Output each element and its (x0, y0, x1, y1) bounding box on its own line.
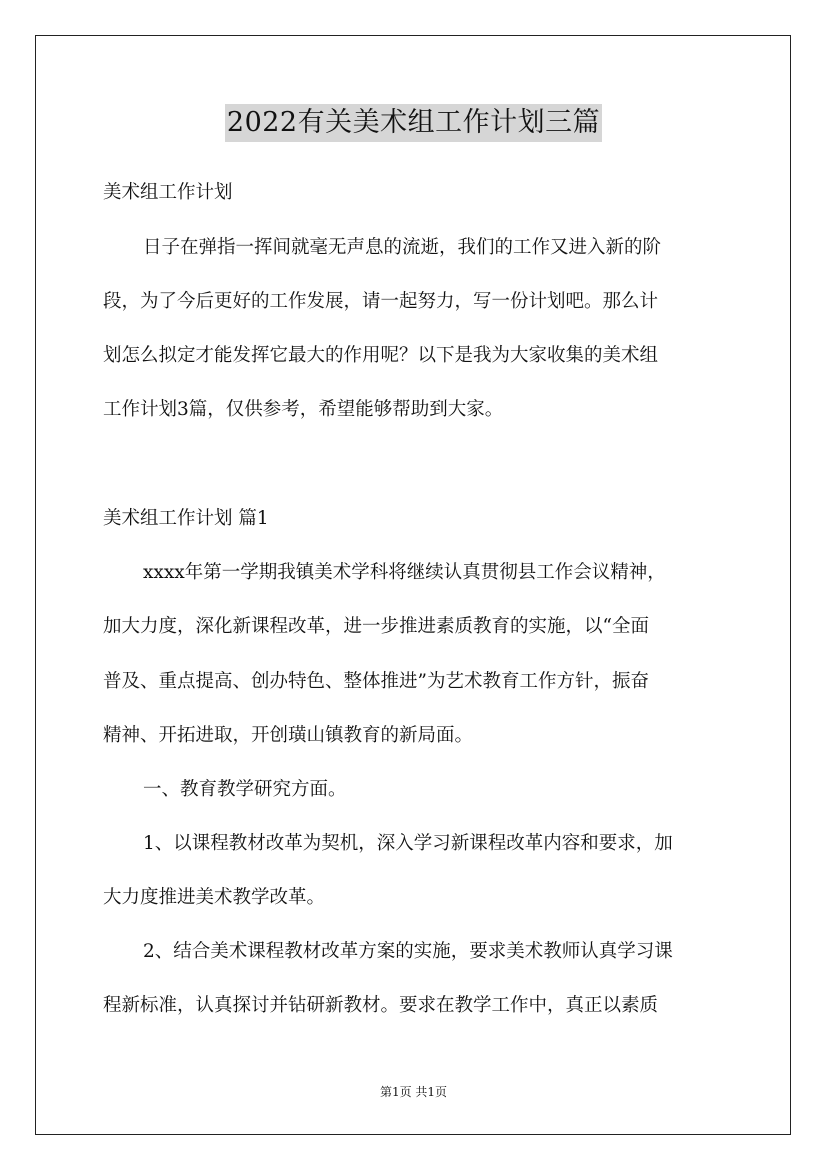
paragraph-line: 加大力度，深化新课程改革，进一步推进素质教育的实施，以“全面 (103, 616, 649, 637)
paragraph-line: 大力度推进美术教学改革。 (103, 887, 326, 908)
paragraph-line: 2、结合美术课程教材改革方案的实施，要求美术教师认真学习课 (143, 941, 673, 962)
paragraph-line: 工作计划3篇，仅供参考，希望能够帮助到大家。 (103, 399, 504, 420)
paragraph-line: 精神、开拓进取，开创璜山镇教育的新局面。 (103, 725, 474, 746)
title-container (0, 104, 827, 142)
paragraph-line: xxxx年第一学期我镇美术学科将继续认真贯彻县工作会议精神， (143, 562, 666, 583)
section-heading: 美术组工作计划 篇1 (103, 508, 269, 529)
paragraph-line: 1、以课程教材改革为契机，深入学习新课程改革内容和要求，加 (143, 833, 673, 854)
section-heading: 美术组工作计划 (103, 182, 233, 203)
page-number: 第1页 共1页 (379, 1085, 448, 1099)
paragraph-line: 日子在弹指一挥间就毫无声息的流逝，我们的工作又进入新的阶 (143, 237, 662, 258)
document-title: 2022有关美术组工作计划三篇 (225, 104, 602, 142)
paragraph-line: 普及、重点提高、创办特色、整体推进”为艺术教育工作方针，振奋 (103, 671, 649, 692)
paragraph-line: 划怎么拟定才能发挥它最大的作用呢？以下是我为大家收集的美术组 (103, 345, 659, 366)
paragraph-line: 程新标准，认真探讨并钻研新教材。要求在教学工作中，真正以素质 (103, 995, 659, 1016)
subsection-heading: 一、教育教学研究方面。 (143, 779, 347, 800)
paragraph-line: 段，为了今后更好的工作发展，请一起努力，写一份计划吧。那么计 (103, 291, 659, 312)
